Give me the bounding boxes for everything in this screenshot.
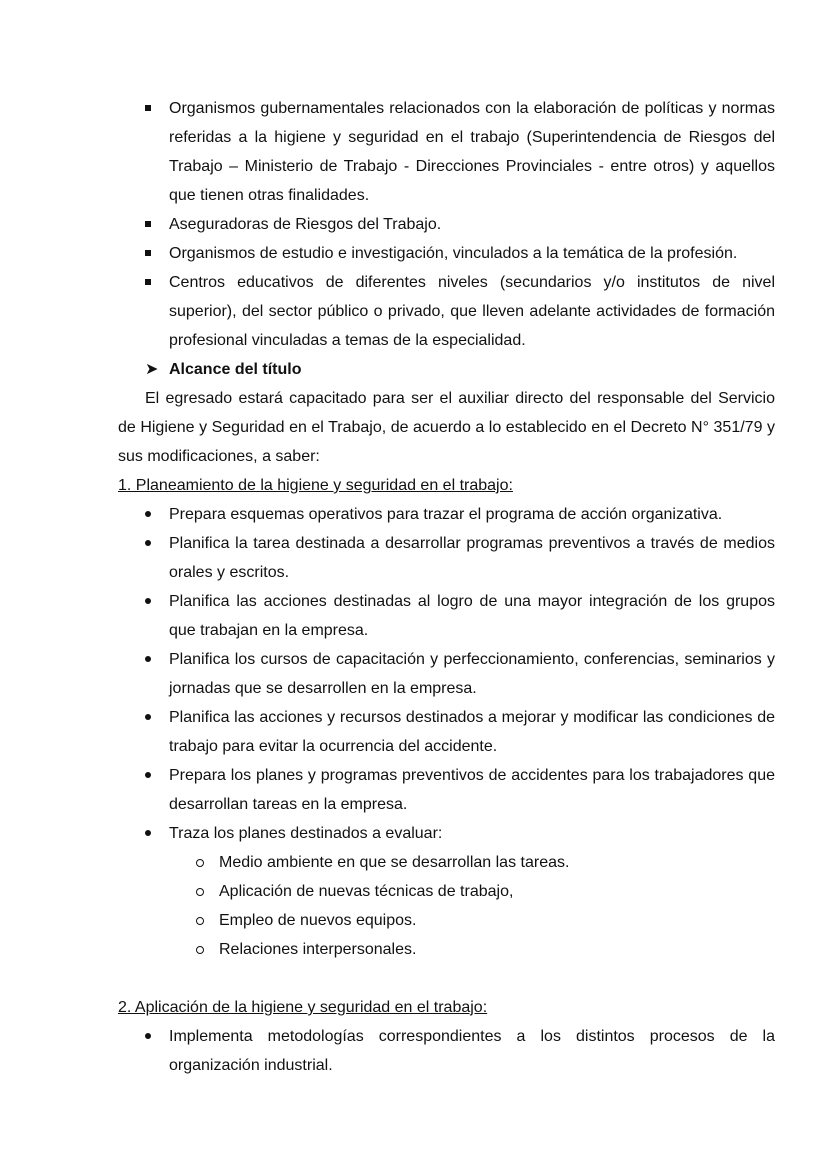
list-item: Planifica las acciones y recursos destinados a mejorar y modificar las condiciones de trabajo para evitar la ocurrencia del accidente. xyxy=(118,703,775,761)
bullet-circle-icon xyxy=(196,946,204,954)
arrow-bullet-icon: ➤ xyxy=(145,361,159,378)
list-item: Centros educativos de diferentes niveles (secundarios y/o institutos de nivel superior), del sector público o privado, que lleven adelante actividades de formación profesional vinculadas a temas de la especialidad. xyxy=(118,268,775,355)
page-content xyxy=(118,94,775,1080)
list-item: Planifica la tarea destinada a desarrollar programas preventivos a través de medios orales y escritos. xyxy=(118,529,775,587)
section-1-title: 1. Planeamiento de la higiene y seguridad en el trabajo: xyxy=(118,477,513,494)
bullet-dot-icon xyxy=(145,540,151,546)
bullet-dot-icon xyxy=(145,656,151,662)
list-item: Aseguradoras de Riesgos del Trabajo. xyxy=(118,210,775,239)
sublist-item: Aplicación de nuevas técnicas de trabajo, xyxy=(169,877,775,906)
list-item: Implementa metodologías correspondientes a los distintos procesos de la organización industrial. xyxy=(118,1022,775,1080)
list-item: Prepara esquemas operativos para trazar el programa de acción organizativa. xyxy=(118,500,775,529)
list-item: Organismos de estudio e investigación, vinculados a la temática de la profesión. xyxy=(118,239,775,268)
list-item: Traza los planes destinados a evaluar: Medio ambiente en que se desarrollan las tareas. Aplicación de nuevas técnicas de trabajo, Empleo de nuevos equipos. Relaciones interpersonales. xyxy=(118,819,775,964)
organizations-list xyxy=(118,94,775,355)
sublist-item: Empleo de nuevos equipos. xyxy=(169,906,775,935)
list-item: Planifica los cursos de capacitación y perfeccionamiento, conferencias, seminarios y jornadas que se desarrollen en la empresa. xyxy=(118,645,775,703)
section-heading xyxy=(118,355,775,384)
bullet-dot-icon xyxy=(145,830,151,836)
spacer xyxy=(118,964,775,993)
bullet-dot-icon xyxy=(145,772,151,778)
bullet-circle-icon xyxy=(196,859,204,867)
scope-paragraph: El egresado estará capacitado para ser el auxiliar directo del responsable del Servicio de Higiene y Seguridad en el Trabajo, de acuerdo a lo establecido en el Decreto N° 351/79 y sus modificaciones, a saber: xyxy=(118,390,775,465)
sublist-item: Medio ambiente en que se desarrollan las tareas. xyxy=(169,848,775,877)
list-item: Planifica las acciones destinadas al logro de una mayor integración de los grupos que trabajan en la empresa. xyxy=(118,587,775,645)
bullet-dot-icon xyxy=(145,511,151,517)
bullet-dot-icon xyxy=(145,714,151,720)
section-1-list xyxy=(118,500,775,964)
bullet-dot-icon xyxy=(145,1033,151,1039)
sublist-item: Relaciones interpersonales. xyxy=(169,935,775,964)
bullet-circle-icon xyxy=(196,888,204,896)
section-2-title: 2. Aplicación de la higiene y seguridad en el trabajo: xyxy=(118,999,488,1016)
bullet-dot-icon xyxy=(145,598,151,604)
bullet-circle-icon xyxy=(196,917,204,925)
list-item: Prepara los planes y programas preventivos de accidentes para los trabajadores que desarrollan tareas en la empresa. xyxy=(118,761,775,819)
heading-text: Alcance del título xyxy=(169,361,302,378)
list-item: Organismos gubernamentales relacionados con la elaboración de políticas y normas referidas a la higiene y seguridad en el trabajo (Superintendencia de Riesgos del Trabajo – Ministerio de Trabajo - Direcciones Provinciales - entre otros) y aquellos que tienen otras finalidades. xyxy=(118,94,775,210)
section-2-list xyxy=(118,1022,775,1080)
evaluation-sublist xyxy=(169,848,775,964)
